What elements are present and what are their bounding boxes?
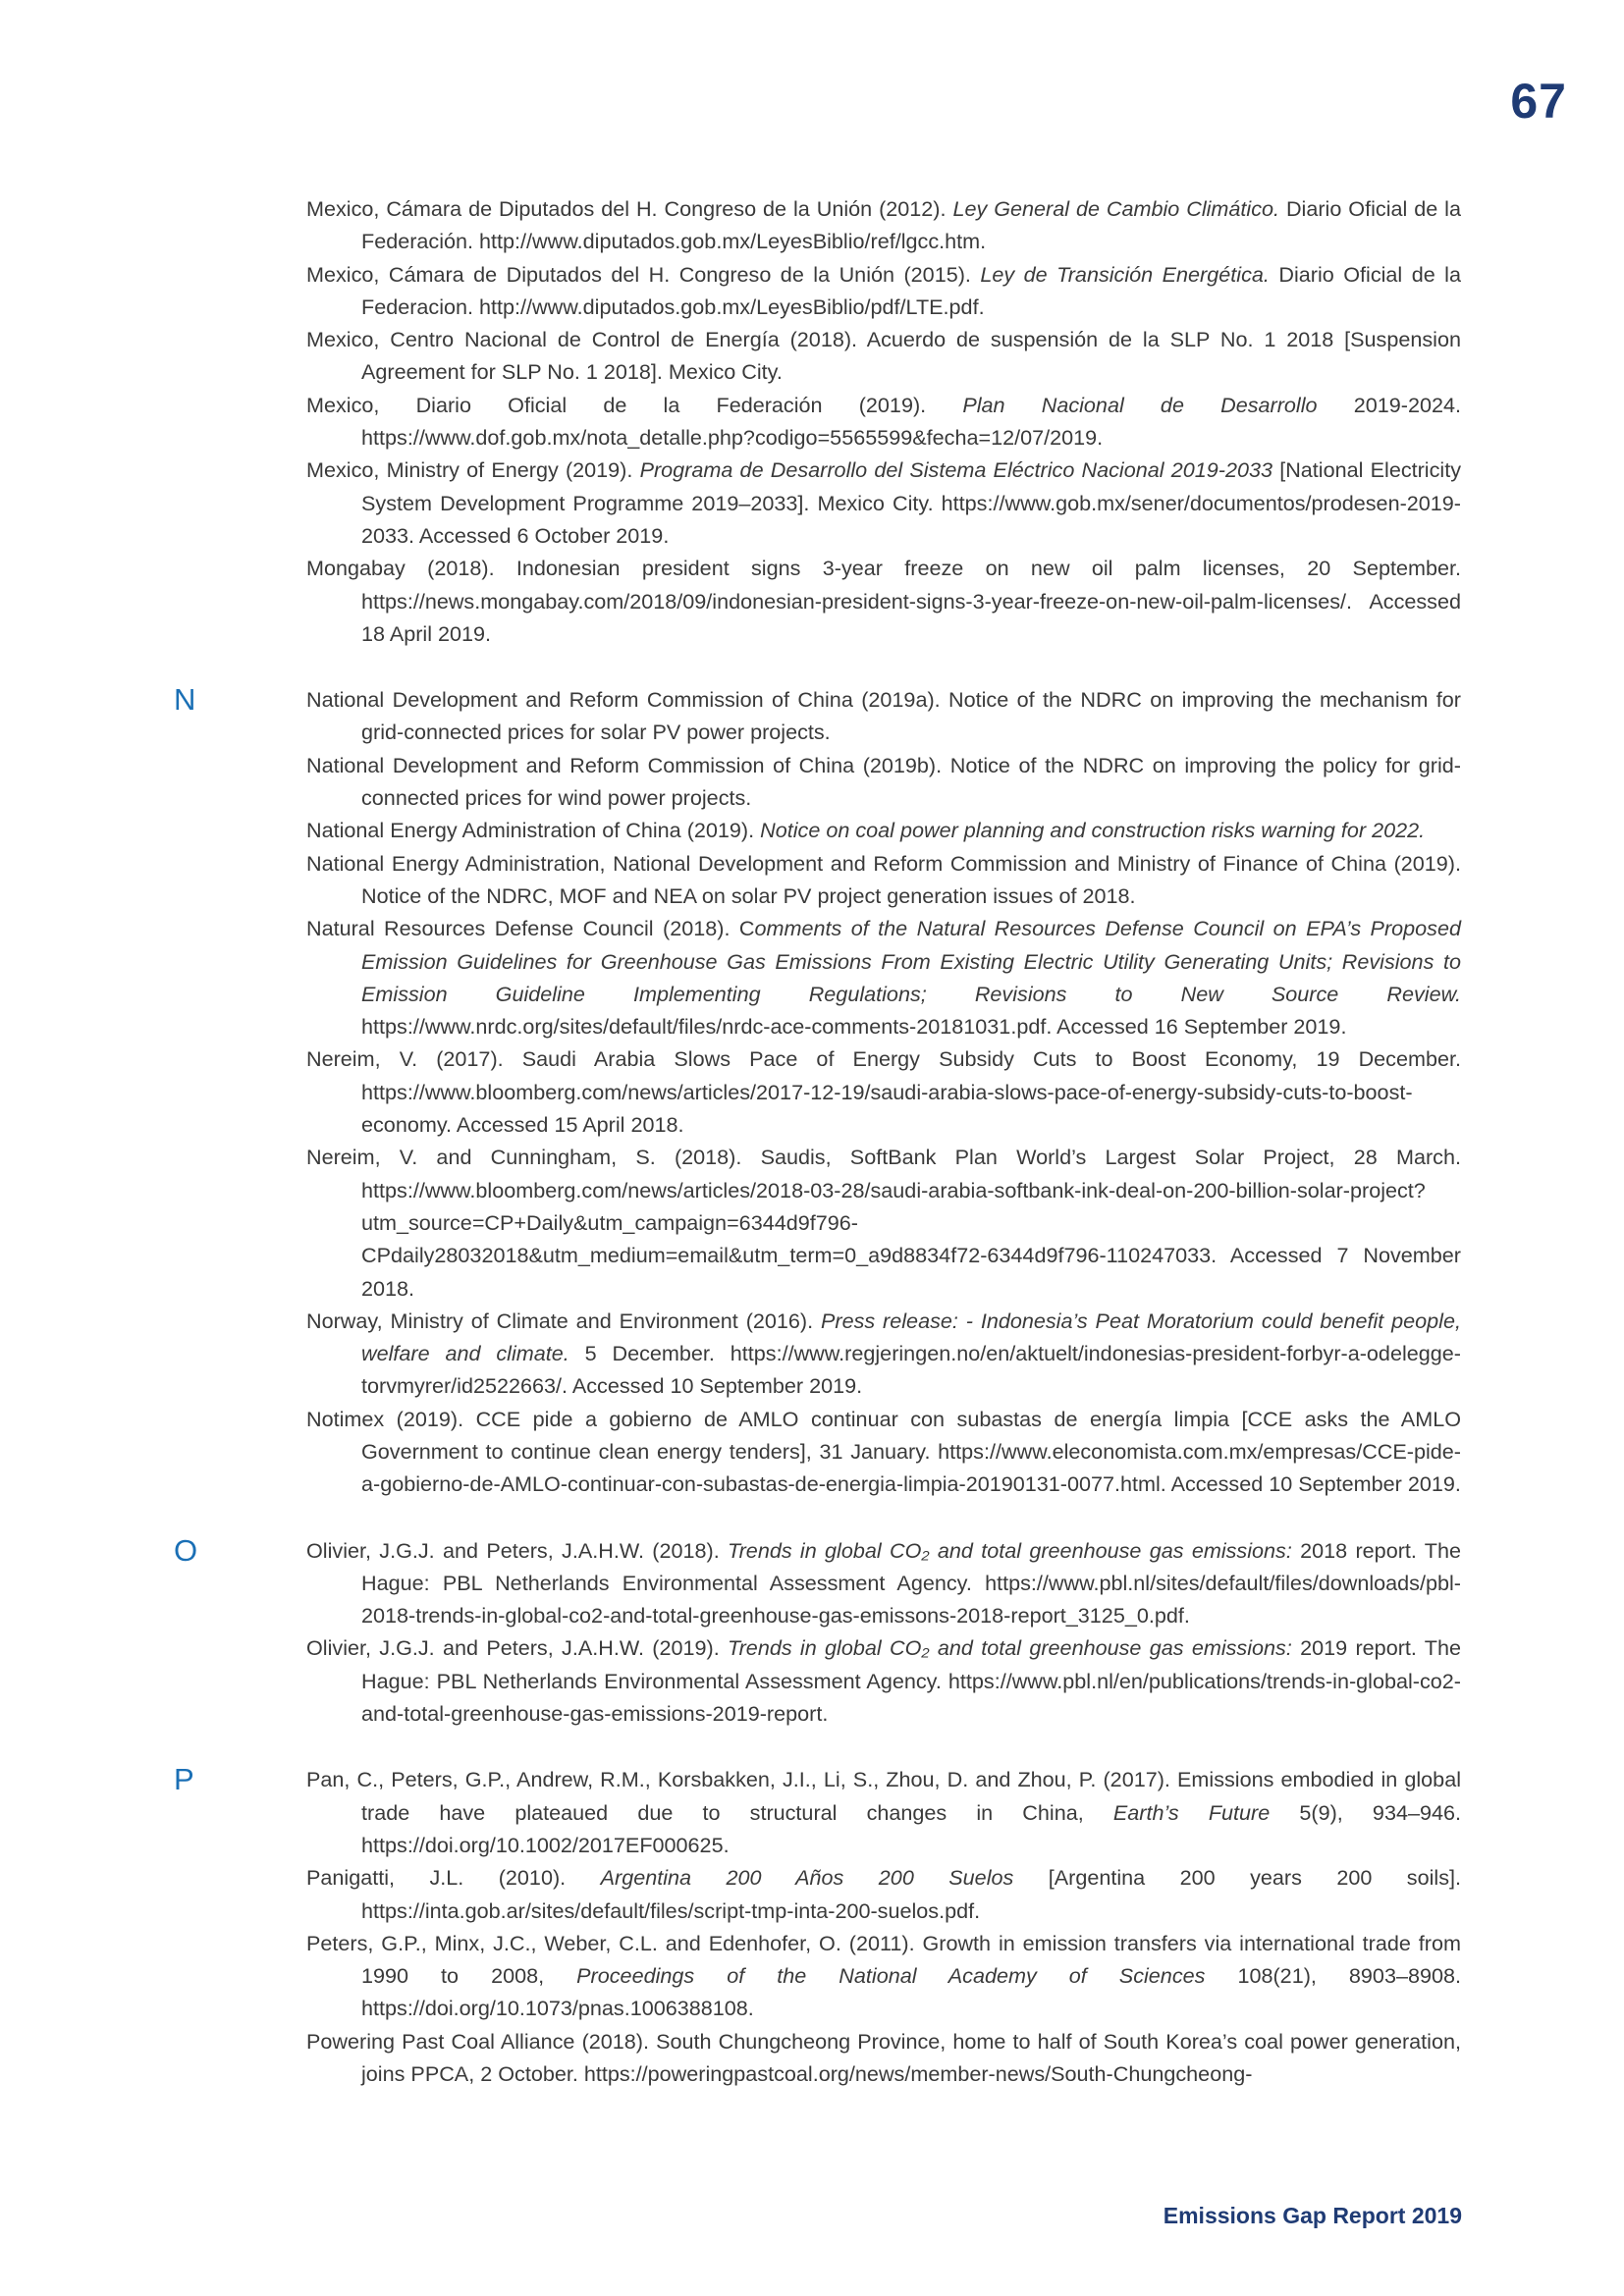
reference-entry bbox=[306, 1141, 1461, 1304]
reference-text: [Argentina 200 years 200 soils]. https://inta.gob.ar/sites/default/files/script-tmp-inta-200-suelos.pdf. bbox=[361, 1865, 1461, 1923]
reference-text: Diario Oficial de la Federación. http://www.diputados.gob.mx/LeyesBiblio/ref/lgcc.htm. bbox=[361, 196, 1461, 254]
reference-text: Nereim, V. (2017). Saudi Arabia Slows Pace of Energy Subsidy Cuts to Boost Economy, 19 December. https://www.bloomberg.com/news/articles/2017-12-19/saudi-arabia-slows-pace-of-energy-subsidy-cuts-to-boost-economy. Accessed 15 April 2018. bbox=[306, 1046, 1461, 1138]
reference-entry bbox=[306, 454, 1461, 552]
reference-entry bbox=[306, 1861, 1461, 1927]
reference-text: 5 December. https://www.regjeringen.no/en/aktuelt/indonesias-president-forbyr-a-odelegge-torvmyrer/id2522663/. Accessed 10 September 2019. bbox=[361, 1341, 1461, 1399]
reference-title: Notice on coal power planning and construction risks warning for 2022. bbox=[760, 818, 1426, 843]
reference-text: Norway, Ministry of Climate and Environment (2016). bbox=[306, 1308, 821, 1333]
reference-entry bbox=[306, 1042, 1461, 1141]
reference-text: 108(21), 8903–8908. https://doi.org/10.1073/pnas.1006388108. bbox=[361, 1963, 1461, 2021]
reference-entry bbox=[306, 1403, 1461, 1501]
reference-entry bbox=[306, 258, 1461, 324]
reference-entry bbox=[306, 912, 1461, 1042]
section-letter: P bbox=[174, 1762, 194, 1797]
reference-text: Mexico, Ministry of Energy (2019). bbox=[306, 457, 640, 483]
reference-section bbox=[0, 192, 1624, 650]
reference-entry bbox=[306, 814, 1461, 846]
reference-text: Panigatti, J.L. (2010). bbox=[306, 1865, 601, 1891]
reference-entries bbox=[306, 192, 1461, 650]
reference-text: Pan, C., Peters, G.P., Andrew, R.M., Korsbakken, J.I., Li, S., Zhou, D. and Zhou, P. (2017). Emissions embodied in global trade have plateaued due to structural changes in China, bbox=[306, 1767, 1461, 1825]
reference-text: Notimex (2019). CCE pide a gobierno de AMLO continuar con subastas de energía limpia [CCE asks the AMLO Government to continue clean energy tenders], 31 January. https://www.eleconomista.com.mx/empresas/CCE-pide-a-gobierno-de-AMLO-continuar-con-subastas-de-energia-limpia-20190131-0077.html. Accessed 10 September 2019. bbox=[306, 1406, 1461, 1497]
reference-entry bbox=[306, 683, 1461, 749]
section-letter: O bbox=[174, 1532, 198, 1568]
reference-text: Olivier, J.G.J. and Peters, J.A.H.W. (2018). bbox=[306, 1537, 729, 1563]
reference-title: Trends in global CO₂ and total greenhouse gas emissions: bbox=[728, 1537, 1292, 1563]
reference-entry bbox=[306, 1763, 1461, 1861]
reference-text: National Development and Reform Commission of China (2019a). Notice of the NDRC on improving the mechanism for grid-connected prices for solar PV power projects. bbox=[306, 687, 1461, 745]
reference-text: 2019 report. The Hague: PBL Netherlands Environmental Assessment Agency. https://www.pbl.nl/en/publications/trends-in-global-co2-and-total-greenhouse-gas-emissions-2019-report. bbox=[361, 1635, 1462, 1727]
reference-title: Plan Nacional de Desarrollo bbox=[962, 392, 1318, 417]
reference-text: Nereim, V. and Cunningham, S. (2018). Saudis, SoftBank Plan World’s Largest Solar Project, 28 March. https://www.bloomberg.com/news/articles/2018-03-28/saudi-arabia-softbank-ink-deal-on-200-billion-solar-project?utm_source=CP+Daily&utm_campaign=6344d9f796-CPdaily28032018&utm_medium=email&utm_term=0_a9d8834f72-6344d9f796-110247033. Accessed 7 November 2018. bbox=[306, 1145, 1461, 1301]
reference-text: Peters, G.P., Minx, J.C., Weber, C.L. and Edenhofer, O. (2011). Growth in emission transfers via international trade from 1990 to 2008, bbox=[306, 1930, 1461, 1989]
reference-text: https://www.nrdc.org/sites/default/files/nrdc-ace-comments-20181031.pdf. Accessed 16 September 2019. bbox=[361, 1014, 1347, 1040]
reference-section bbox=[0, 1534, 1624, 1731]
reference-title: omments of the Natural Resources Defense Council on EPA’s Proposed Emission Guidelines for Greenhouse Gas Emissions From Existing Electric Utility Generating Units; Revisions to Emission Guideline Implementing Regulations; Revisions to New Source Review. bbox=[361, 916, 1461, 1006]
reference-text: Diario Oficial de la Federacion. http://www.diputados.gob.mx/LeyesBiblio/pdf/LTE.pdf. bbox=[361, 261, 1461, 319]
reference-entry bbox=[306, 1305, 1461, 1403]
reference-title: Proceedings of the National Academy of Sciences bbox=[576, 1963, 1206, 1989]
reference-entry bbox=[306, 2025, 1461, 2091]
reference-section bbox=[0, 683, 1624, 1500]
reference-text: National Energy Administration, National Development and Reform Commission and Ministry of Finance of China (2019). Notice of the NDRC, MOF and NEA on solar PV project generation issues of 2018. bbox=[306, 850, 1461, 908]
reference-entries bbox=[306, 1534, 1461, 1731]
reference-text: [National Electricity System Development Programme 2019–2033]. Mexico City. https://www.gob.mx/sener/documentos/prodesen-2019-2033. Accessed 6 October 2019. bbox=[361, 457, 1461, 548]
reference-text: Olivier, J.G.J. and Peters, J.A.H.W. (2019). bbox=[306, 1635, 729, 1661]
reference-entry bbox=[306, 323, 1461, 389]
page-number: 67 bbox=[1510, 74, 1567, 129]
reference-title: Trends in global CO₂ and total greenhouse gas emissions: bbox=[728, 1635, 1292, 1661]
reference-text: 2019-2024. https://www.dof.gob.mx/nota_detalle.php?codigo=5565599&fecha=12/07/2019. bbox=[361, 392, 1461, 451]
reference-list bbox=[0, 192, 1624, 2123]
reference-entries bbox=[306, 683, 1461, 1500]
reference-entries bbox=[306, 1763, 1461, 2090]
report-footer-title: Emissions Gap Report 2019 bbox=[1163, 2203, 1462, 2228]
section-letter: N bbox=[174, 682, 196, 718]
reference-title: Argentina 200 Años 200 Suelos bbox=[600, 1865, 1014, 1891]
reference-entry bbox=[306, 847, 1461, 913]
reference-text: Mexico, Diario Oficial de la Federación (2019). bbox=[306, 392, 963, 417]
reference-text: Mongabay (2018). Indonesian president signs 3-year freeze on new oil palm licenses, 20 September. https://news.mongabay.com/2018/09/indonesian-president-signs-3-year-freeze-on-new-oil-palm-licenses/. Accessed 18 April 2019. bbox=[306, 556, 1461, 646]
reference-entry bbox=[306, 749, 1461, 815]
reference-text: Natural Resources Defense Council (2018). C bbox=[306, 916, 755, 941]
reference-title: Earth’s Future bbox=[1112, 1799, 1271, 1825]
reference-section bbox=[0, 1763, 1624, 2090]
reference-entry bbox=[306, 1534, 1461, 1632]
reference-title: Press release: - Indonesia’s Peat Moratorium could benefit people, welfare and climate. bbox=[361, 1308, 1461, 1366]
reference-entry bbox=[306, 192, 1461, 258]
reference-text: Mexico, Cámara de Diputados del H. Congreso de la Unión (2015). bbox=[306, 261, 981, 287]
reference-text: Powering Past Coal Alliance (2018). South Chungcheong Province, home to half of South Korea’s coal power generation, joins PPCA, 2 October. https://poweringpastcoal.org/news/member-news/South-Chungcheong- bbox=[306, 2028, 1461, 2087]
reference-title: Ley General de Cambio Climático. bbox=[952, 196, 1280, 221]
reference-text: 2018 report. The Hague: PBL Netherlands Environmental Assessment Agency. https://www.pbl.nl/sites/default/files/downloads/pbl-2018-trends-in-global-co2-and-total-greenhouse-gas-emissons-2018-report_3125_0.pdf. bbox=[361, 1537, 1462, 1629]
reference-text: National Energy Administration of China (2019). bbox=[306, 818, 761, 843]
reference-entry bbox=[306, 1631, 1461, 1730]
reference-text: National Development and Reform Commission of China (2019b). Notice of the NDRC on improving the policy for grid-connected prices for wind power projects. bbox=[306, 752, 1461, 811]
reference-entry bbox=[306, 552, 1461, 650]
reference-text: Mexico, Cámara de Diputados del H. Congreso de la Unión (2012). bbox=[306, 196, 953, 221]
reference-entry bbox=[306, 1927, 1461, 2025]
reference-text: 5(9), 934–946. https://doi.org/10.1002/2017EF000625. bbox=[361, 1799, 1461, 1857]
reference-title: Ley de Transición Energética. bbox=[980, 261, 1270, 287]
reference-text: Mexico, Centro Nacional de Control de Energía (2018). Acuerdo de suspensión de la SLP No. 1 2018 [Suspension Agreement for SLP No. 1 2018]. Mexico City. bbox=[306, 327, 1461, 385]
reference-title: Programa de Desarrollo del Sistema Eléctrico Nacional 2019-2033 bbox=[639, 457, 1273, 483]
reference-entry bbox=[306, 389, 1461, 454]
